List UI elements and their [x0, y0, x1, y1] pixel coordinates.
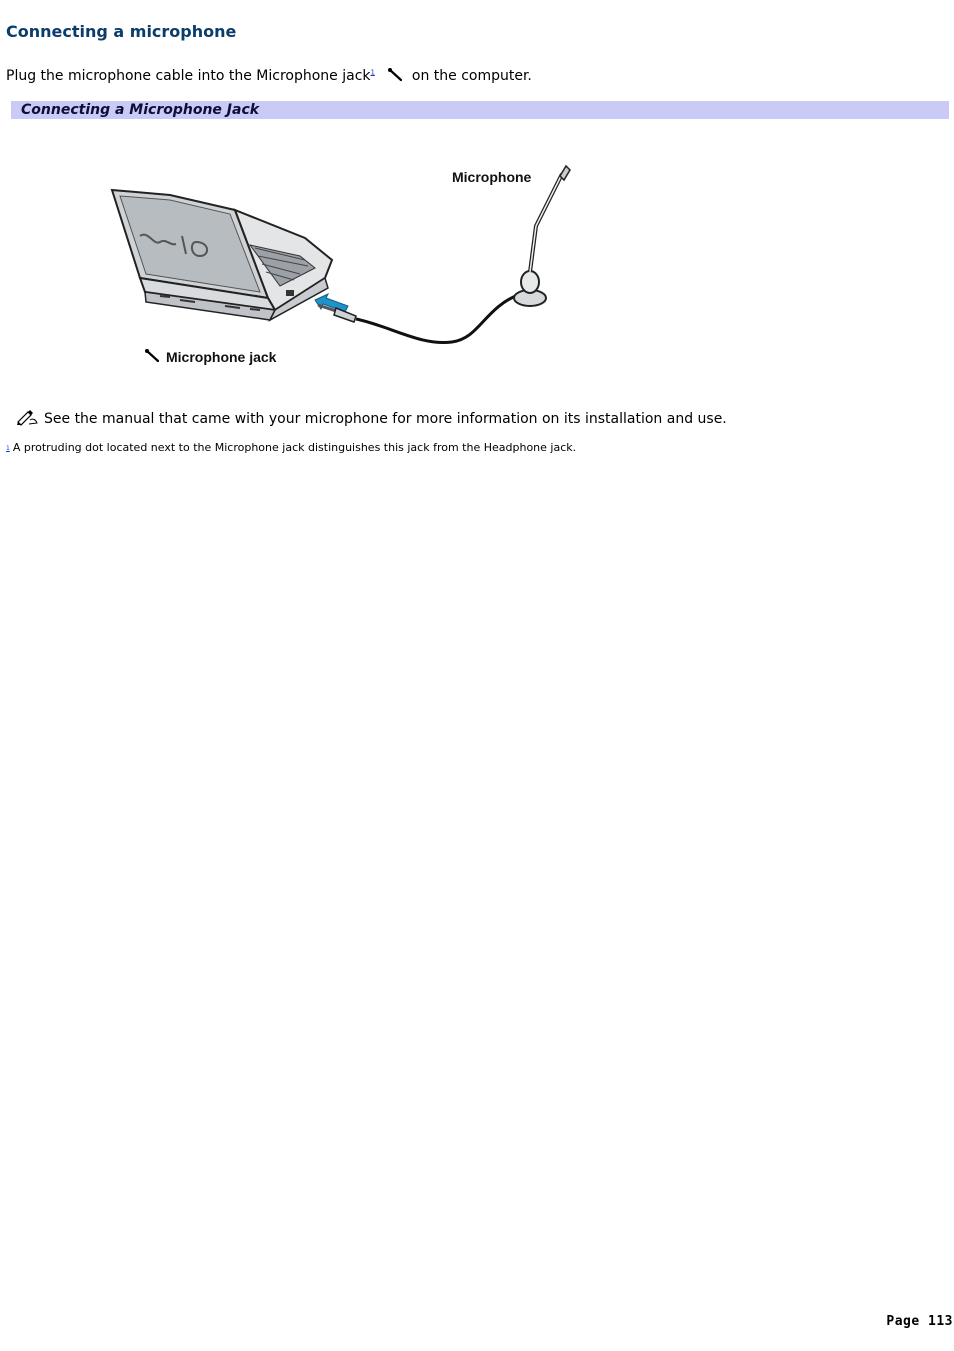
note-paragraph — [16, 408, 727, 427]
footnote — [6, 441, 576, 454]
label-microphone-jack — [145, 349, 277, 365]
footnote-link[interactable]: 1 — [370, 68, 375, 77]
note-pen-icon — [16, 408, 38, 426]
connection-illustration — [100, 150, 590, 375]
page-number: Page 113 — [886, 1314, 953, 1329]
microphone-illustration — [514, 166, 570, 306]
label-microphone: Microphone — [452, 169, 532, 185]
microphone-jack-icon — [387, 68, 403, 82]
section-bar-title: Connecting a Microphone Jack — [21, 102, 260, 118]
intro-text-before: Plug the microphone cable into the Microphone jack — [6, 68, 371, 84]
footnote-ref-link[interactable]: 1 — [6, 445, 10, 452]
intro-paragraph — [6, 68, 532, 84]
section-bar — [11, 101, 949, 119]
microphone-cable — [318, 294, 520, 343]
page-title: Connecting a microphone — [6, 22, 237, 41]
note-text: See the manual that came with your microphone for more information on its installation and use. — [44, 411, 727, 427]
label-microphone-jack-text: Microphone jack — [166, 349, 277, 365]
footnote-text: A protruding dot located next to the Microphone jack distinguishes this jack from the Headphone jack. — [12, 441, 577, 454]
laptop-illustration — [112, 190, 332, 320]
intro-text-after: on the computer. — [411, 68, 532, 84]
